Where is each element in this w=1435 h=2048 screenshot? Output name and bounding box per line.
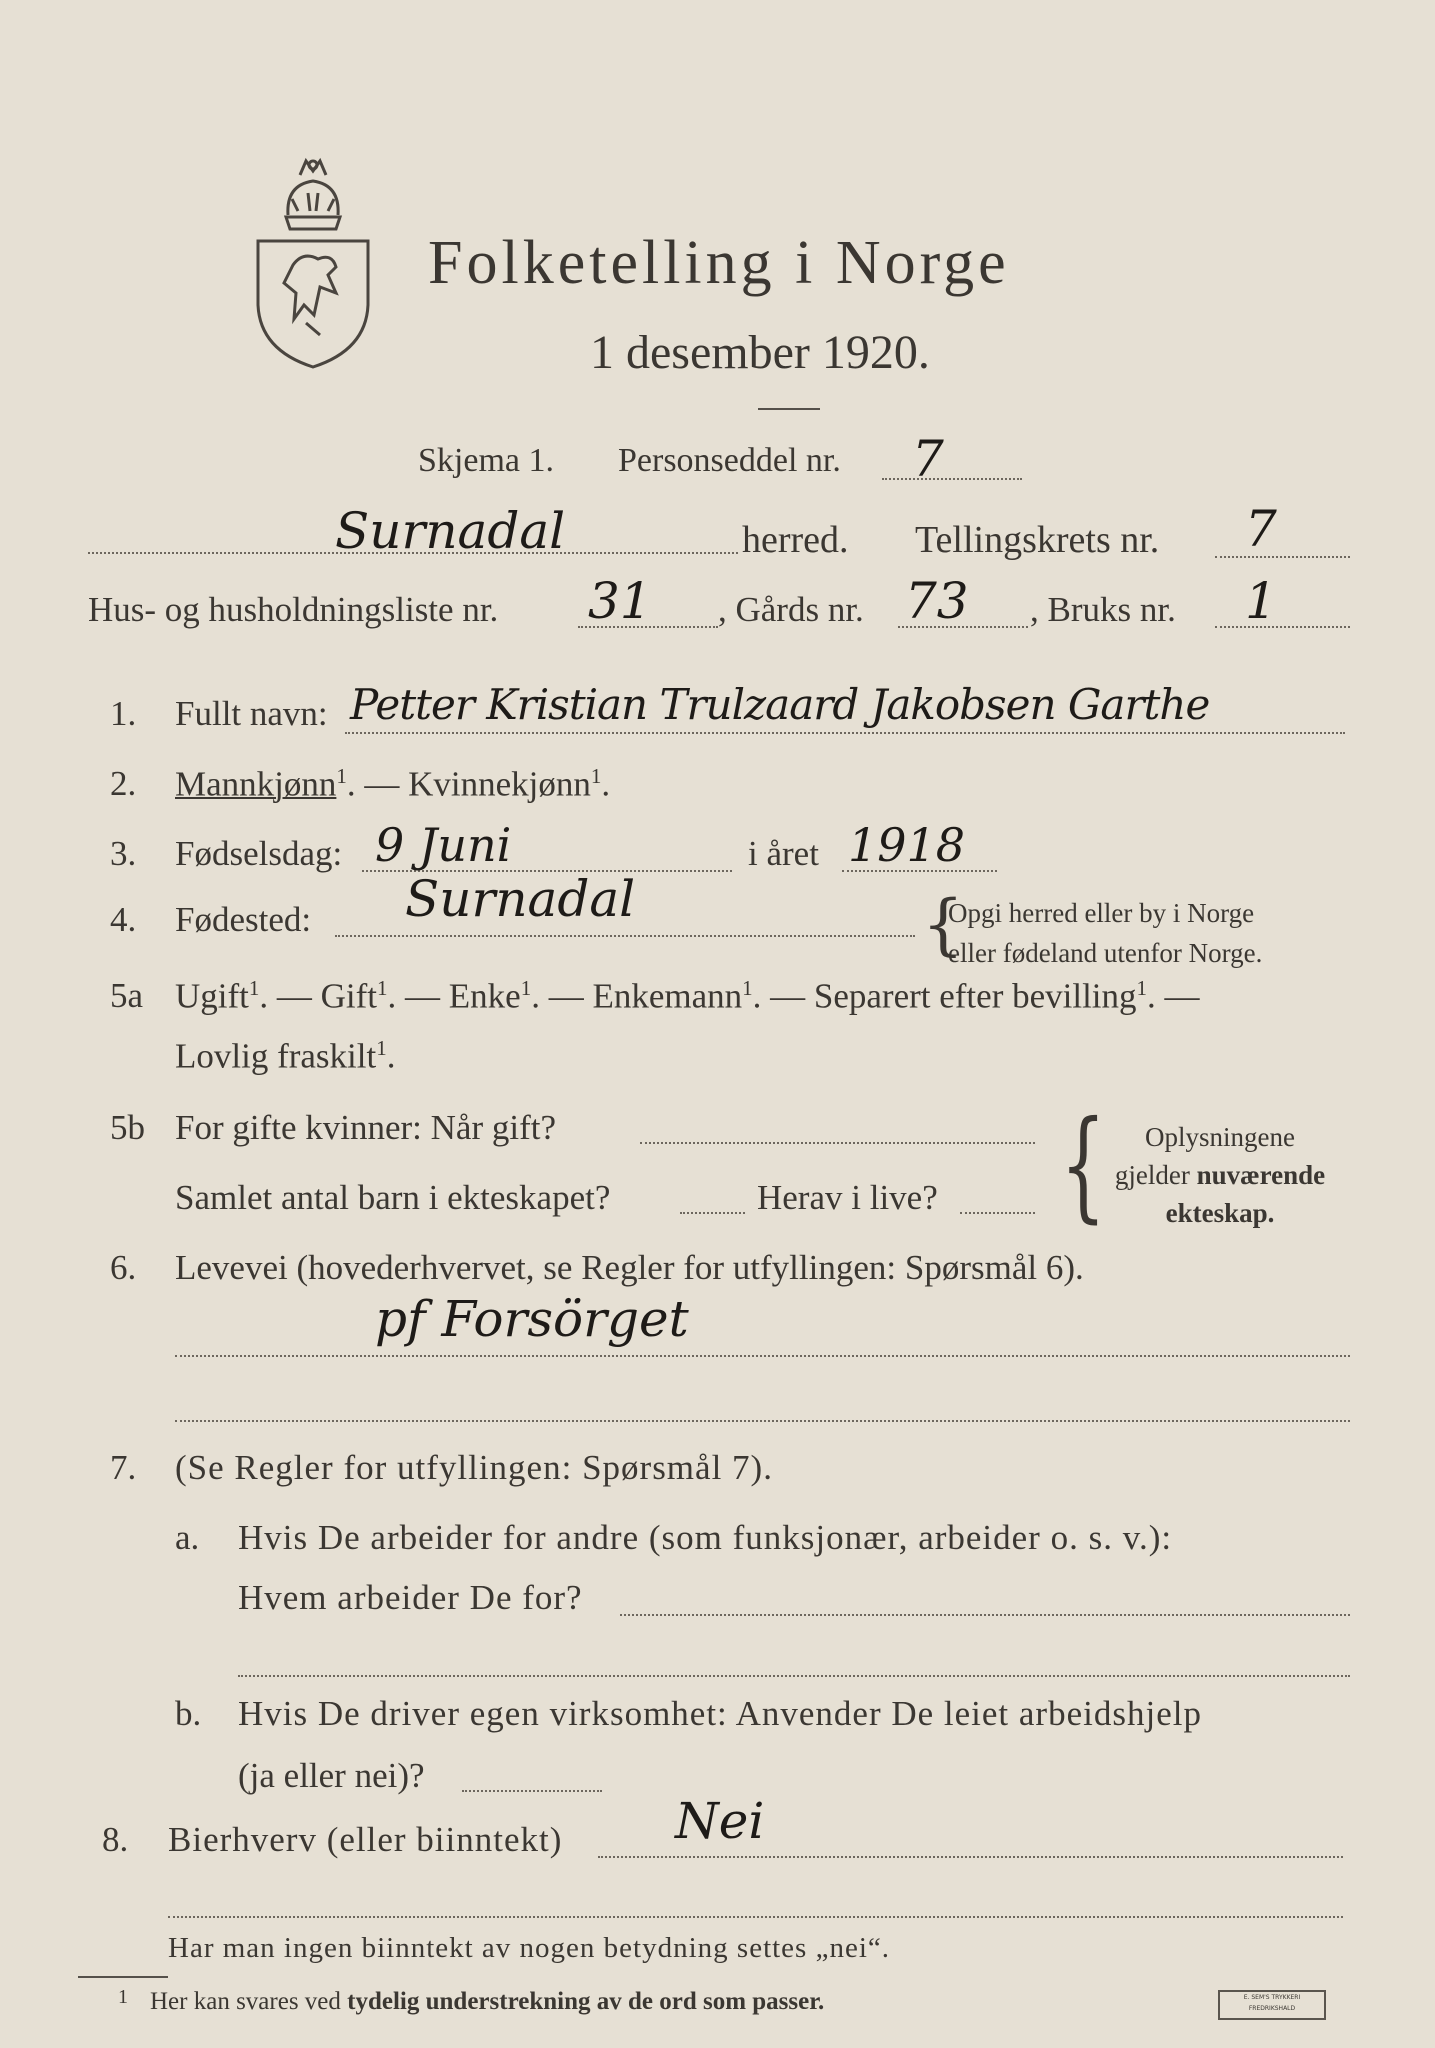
- q8-line-2: [168, 1916, 1343, 1918]
- q4-brace: {: [922, 886, 964, 963]
- q3-value: 9 Juni: [375, 818, 512, 872]
- q1-line: [345, 732, 1345, 734]
- bruks-label: , Bruks nr.: [1030, 590, 1176, 629]
- q4-label: Fødested:: [175, 900, 312, 939]
- q8-value: Nei: [675, 1792, 765, 1850]
- q3-year-value: 1918: [848, 818, 966, 872]
- personseddel-value: 7: [912, 430, 944, 488]
- q1-number: 1.: [110, 694, 137, 733]
- herred-value: Surnadal: [335, 502, 566, 560]
- q1-label: Fullt navn:: [175, 694, 328, 733]
- q5a-number: 5a: [110, 976, 144, 1015]
- gards-label: , Gårds nr.: [718, 590, 864, 629]
- q7a-label: Hvis De arbeider for andre (som funksjonær, arbeider o. s. v.):: [238, 1518, 1173, 1557]
- q5b-label-3: Herav i live?: [757, 1178, 938, 1217]
- q5b-note-2b: nuværende: [1196, 1160, 1326, 1190]
- q6-value: pf Forsörget: [375, 1290, 689, 1348]
- q5a-fn-5: 1: [1136, 976, 1148, 1000]
- q5a-line-1: [175, 976, 1200, 1017]
- q7b-label: Hvis De driver egen virksomhet: Anvender De leiet arbeidshjelp: [238, 1694, 1202, 1733]
- footnote-mark: 1: [118, 1986, 128, 2008]
- q5b-note-1: Oplysningene: [1145, 1122, 1295, 1152]
- q7a-number: a.: [175, 1518, 200, 1557]
- q4-line: [335, 935, 915, 937]
- q5a-ugift: Ugift: [175, 976, 249, 1016]
- coat-of-arms-icon: [248, 155, 378, 370]
- q5a-fn-6: 1: [376, 1036, 387, 1060]
- q3-year-label: i året: [748, 834, 819, 873]
- printer-stamp: E. SEM'S TRYKKERI FREDRIKSHALD: [1218, 1990, 1326, 2020]
- tellingskrets-value: 7: [1245, 500, 1277, 558]
- q5b-note-2: [1085, 1160, 1355, 1191]
- q5b-note-3: ekteskap.: [1165, 1198, 1275, 1228]
- q7a-line-1: [620, 1614, 1350, 1616]
- q5a-enke: . — Enke: [387, 976, 521, 1016]
- q5a-line-2: [175, 1036, 395, 1077]
- q5a-separert: . — Separert efter bevilling: [752, 976, 1137, 1016]
- q3-label: Fødselsdag:: [175, 834, 343, 873]
- q5b-children-line: [680, 1212, 745, 1214]
- q5a-fn-1: 1: [248, 976, 260, 1000]
- q7b-line: [462, 1790, 602, 1792]
- q5a-end: .: [386, 1036, 396, 1076]
- q5b-number: 5b: [110, 1108, 145, 1147]
- q7b-question: (ja eller nei)?: [238, 1756, 425, 1795]
- hus-label: Hus- og husholdningsliste nr.: [88, 590, 499, 629]
- q5b-label-2: Samlet antal barn i ekteskapet?: [175, 1178, 611, 1217]
- q2-gender: [175, 764, 610, 805]
- q2-female-fn: 1: [590, 764, 602, 788]
- gards-value: 73: [905, 572, 969, 630]
- tellingskrets-line: [1215, 556, 1350, 558]
- q5b-label-1: For gifte kvinner: Når gift?: [175, 1108, 557, 1147]
- footnote-text: [150, 1988, 824, 2016]
- q2-male-fn: 1: [336, 764, 347, 788]
- form-title: Folketelling i Norge: [428, 229, 1010, 297]
- q5a-fn-2: 1: [377, 976, 388, 1000]
- q5a-fraskilt: Lovlig fraskilt: [175, 1036, 377, 1076]
- q2-number: 2.: [110, 764, 137, 803]
- q5b-brace: {: [1060, 1096, 1107, 1235]
- bruks-value: 1: [1245, 572, 1277, 630]
- q5a-fn-4: 1: [742, 976, 753, 1000]
- q5b-note-2a: gjelder: [1114, 1160, 1197, 1190]
- q2-male: Mannkjønn: [175, 764, 337, 804]
- q4-note-1: Opgi herred eller by i Norge: [948, 898, 1255, 928]
- personseddel-label: Personseddel nr.: [618, 442, 841, 479]
- census-date: 1 desember 1920.: [590, 326, 930, 379]
- q7-label: (Se Regler for utfyllingen: Spørsmål 7).: [175, 1448, 773, 1487]
- q8-label: Bierhverv (eller biinntekt): [168, 1820, 563, 1859]
- q5a-fn-3: 1: [520, 976, 532, 1000]
- skjema-label: Skjema 1.: [418, 442, 554, 479]
- tellingskrets-label: Tellingskrets nr.: [915, 519, 1160, 561]
- q8-number: 8.: [102, 1820, 129, 1859]
- q6-number: 6.: [110, 1248, 137, 1287]
- q4-note-2: eller fødeland utenfor Norge.: [948, 938, 1263, 968]
- q6-line-2: [175, 1420, 1350, 1422]
- q4-number: 4.: [110, 900, 137, 939]
- q5b-alive-line: [960, 1212, 1035, 1214]
- q2-female: Kvinnekjønn: [408, 764, 591, 804]
- q5a-enkemann: . — Enkemann: [531, 976, 743, 1016]
- q2-end: .: [601, 764, 611, 804]
- q7a-question: Hvem arbeider De for?: [238, 1578, 583, 1617]
- q5b-married-line: [640, 1142, 1035, 1144]
- footer-note: Har man ingen biinntekt av nogen betydning settes „nei“.: [168, 1932, 891, 1964]
- q7b-number: b.: [175, 1694, 202, 1733]
- footnote-rule: [78, 1976, 168, 1978]
- q1-value: Petter Kristian Trulzaard Jakobsen Garthe: [350, 680, 1210, 729]
- q6-label: Levevei (hovederhvervet, se Regler for utfyllingen: Spørsmål 6).: [175, 1248, 1084, 1287]
- q2-sep: . —: [346, 764, 409, 804]
- personseddel-line: [882, 478, 1022, 480]
- q3-number: 3.: [110, 834, 137, 873]
- q7a-line-2: [238, 1675, 1350, 1677]
- q7-number: 7.: [110, 1448, 137, 1487]
- q8-line-1: [598, 1856, 1343, 1858]
- herred-label: herred.: [742, 519, 849, 561]
- q5a-gift: . — Gift: [259, 976, 378, 1016]
- hus-value: 31: [588, 572, 652, 630]
- footnote-text-b: tydelig understrekning av de ord som passer.: [347, 1988, 825, 2015]
- footnote-text-a: Her kan svares ved: [150, 1988, 348, 2015]
- q4-value: Surnadal: [405, 870, 636, 928]
- bruks-line: [1215, 626, 1350, 628]
- title-divider: [758, 408, 820, 410]
- q5a-dash: . —: [1147, 976, 1200, 1016]
- q6-line-1: [175, 1355, 1350, 1357]
